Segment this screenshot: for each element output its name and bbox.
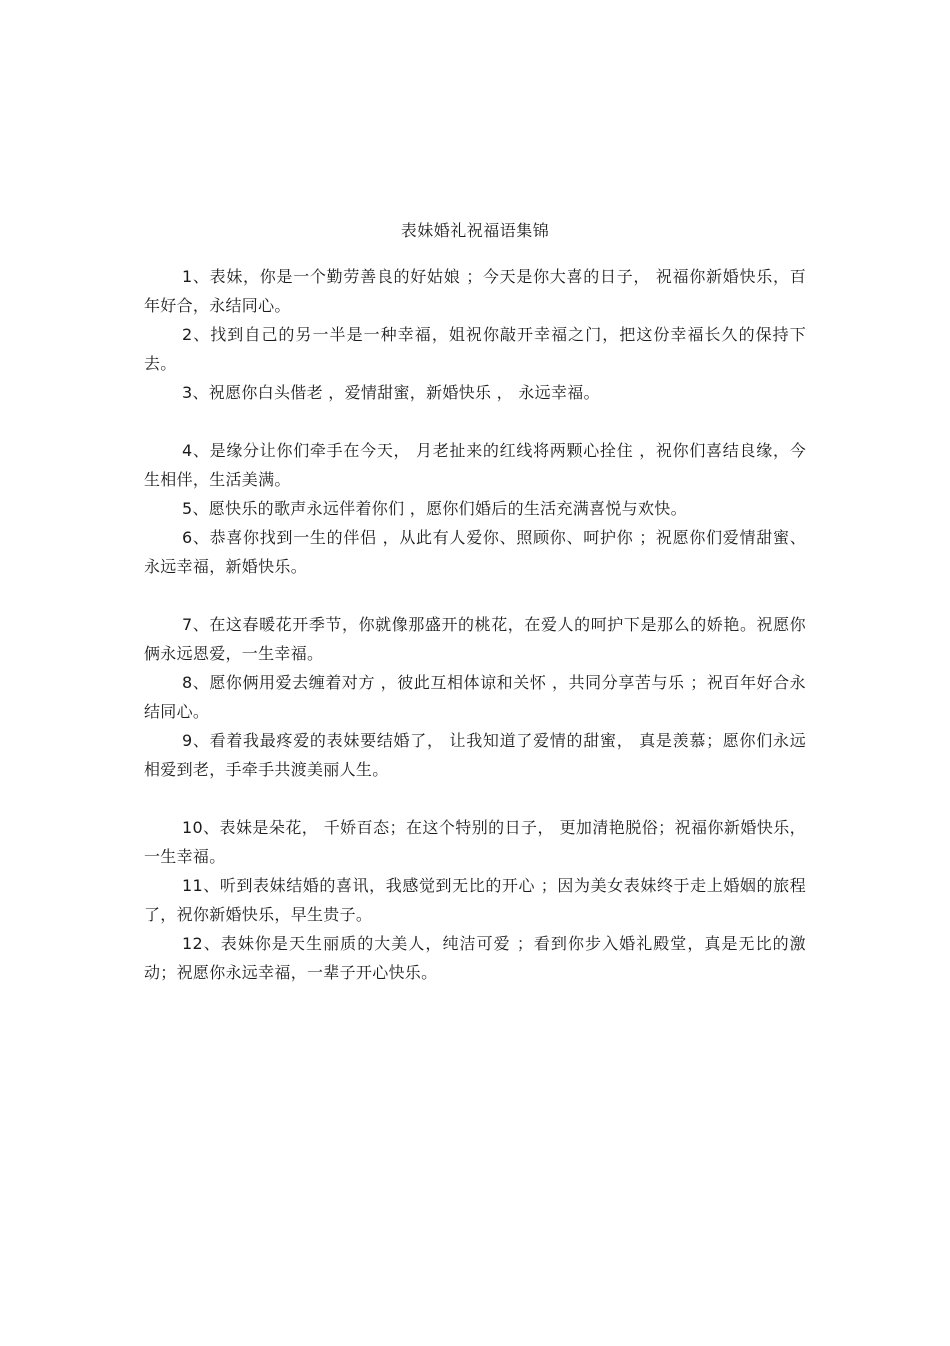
paragraph-2: 2、找到自己的另一半是一种幸福，姐祝你敲开幸福之门，把这份幸福长久的保持下去。 <box>144 325 806 373</box>
paragraph-11: 11、听到表妹结婚的喜讯，我感觉到无比的开心 ；因为美女表妹终于走上婚姻的旅程了，祝你新婚快乐，早生贵子。 <box>144 876 806 924</box>
paragraph-10: 10、表妹是朵花， 千娇百态；在这个特别的日子， 更加清艳脱俗；祝福你新婚快乐，一生幸福。 <box>144 818 806 866</box>
paragraph-5: 5、愿快乐的歌声永远伴着你们 ，愿你们婚后的生活充满喜悦与欢快。 <box>182 499 687 518</box>
paragraph-12: 12、表妹你是天生丽质的大美人，纯洁可爱 ；看到你步入婚礼殿堂，真是无比的激动；祝愿你永远幸福，一辈子开心快乐。 <box>144 934 806 982</box>
document-body <box>144 262 806 987</box>
paragraph-4: 4、是缘分让你们牵手在今天， 月老扯来的红线将两颗心拴住 ，祝你们喜结良缘，今生相伴，生活美满。 <box>144 441 806 489</box>
paragraph-8: 8、愿你俩用爱去缠着对方 ，彼此互相体谅和关怀 ，共同分享苦与乐 ；祝百年好合永结同心。 <box>144 673 806 721</box>
paragraph-1: 1、表妹，你是一个勤劳善良的好姑娘 ；今天是你大喜的日子， 祝福你新婚快乐，百年好合，永结同心。 <box>144 267 806 315</box>
paragraph-3: 3、祝愿你白头偕老 ，爱情甜蜜，新婚快乐 ， 永远幸福。 <box>182 383 600 402</box>
paragraph-9: 9、看着我最疼爱的表妹要结婚了， 让我知道了爱情的甜蜜， 真是羡慕；愿你们永远相爱到老，手牵手共渡美丽人生。 <box>144 731 806 779</box>
paragraph-7: 7、在这春暖花开季节，你就像那盛开的桃花，在爱人的呵护下是那么的娇艳。祝愿你俩永远恩爱，一生幸福。 <box>144 615 806 663</box>
document-title: 表妹婚礼祝福语集锦 <box>400 221 550 240</box>
paragraph-6: 6、恭喜你找到一生的伴侣 ，从此有人爱你、照顾你、呵护你 ；祝愿你们爱情甜蜜、永远幸福，新婚快乐。 <box>144 528 806 576</box>
